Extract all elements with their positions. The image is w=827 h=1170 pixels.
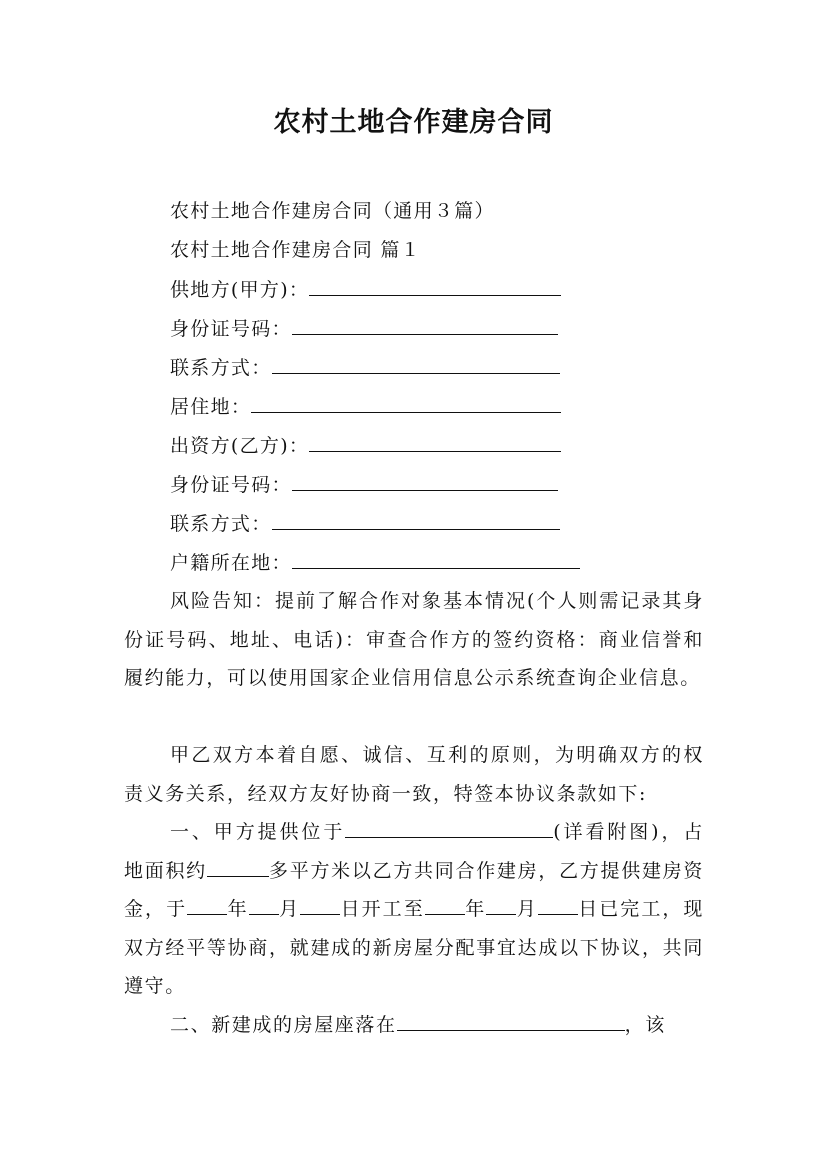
end-month-label: 月 [516, 898, 538, 920]
clause-2-paragraph [124, 1006, 704, 1045]
end-month-blank [486, 896, 516, 915]
party-b-contact-line [170, 511, 560, 536]
area-blank [207, 858, 269, 877]
document-subtitle: 农村土地合作建房合同（通用３篇） [170, 200, 495, 222]
party-b-id-label: 身份证号码： [170, 474, 292, 496]
document-title: 农村土地合作建房合同 [273, 107, 554, 138]
start-month-blank [249, 896, 279, 915]
party-b-id-blank [292, 472, 558, 491]
clause-1-text-2: (详看附图)，占地面积约 [124, 821, 704, 882]
party-b-id-line [170, 472, 558, 497]
party-a-contact-label: 联系方式： [170, 357, 272, 379]
start-year-blank [187, 896, 227, 915]
party-b-registered-blank [292, 550, 580, 569]
party-b-registered-label: 户籍所在地： [170, 552, 292, 574]
party-a-id-line [170, 316, 558, 341]
intro-paragraph: 甲乙双方本着自愿、诚信、互利的原则，为明确双方的权责义务关系，经双方友好协商一致，特签本协议条款如下: [124, 744, 704, 805]
party-a-id-label: 身份证号码： [170, 318, 292, 340]
start-year-label: 年 [227, 898, 249, 920]
risk-notice-paragraph: 风险告知：提前了解合作对象基本情况(个人则需记录其身份证号码、地址、电话)：审查合作方的签约资格：商业信誉和履约能力，可以使用国家企业信用信息公示系统查询企业信息。 [124, 590, 704, 689]
party-a-address-line [170, 394, 561, 419]
end-year-blank [425, 896, 465, 915]
party-b-name-blank [309, 433, 561, 452]
location-blank [345, 819, 553, 838]
clause-2-text-1: 二、新建成的房屋座落在 [170, 1014, 397, 1036]
section-heading: 农村土地合作建房合同 篇１ [170, 239, 421, 261]
clause-1-paragraph [124, 813, 704, 1006]
party-a-id-blank [292, 316, 558, 335]
party-b-contact-label: 联系方式： [170, 513, 272, 535]
clause-1-text-1: 一、甲方提供位于 [170, 821, 346, 843]
end-year-label: 年 [464, 898, 487, 920]
clause-1-text-4: 日已完工，现双方经平等协商，就建成的新房屋分配事宜达成以下协议，共同遵守。 [124, 898, 705, 997]
party-a-address-blank [251, 394, 561, 413]
party-a-label: 供地方(甲方)： [170, 279, 310, 301]
party-b-contact-blank [272, 511, 560, 530]
party-a-line [170, 277, 561, 302]
party-b-registered-line [170, 550, 580, 575]
start-day-label: 日开工至 [340, 898, 425, 920]
start-month-label: 月 [278, 898, 301, 920]
start-day-blank [300, 896, 340, 915]
party-b-label: 出资方(乙方)： [170, 435, 310, 457]
clause-2-text-2: ，该 [624, 1014, 666, 1036]
clause-1-text-3: 多平方米以乙方共同合作建房，乙方提供建房资金，于 [124, 859, 704, 920]
end-day-blank [538, 896, 578, 915]
house-location-blank [397, 1012, 625, 1031]
party-a-address-label: 居住地： [170, 396, 252, 418]
party-a-name-blank [309, 277, 561, 296]
party-b-line [170, 433, 561, 458]
party-a-contact-line [170, 355, 560, 380]
party-a-contact-blank [272, 355, 560, 374]
